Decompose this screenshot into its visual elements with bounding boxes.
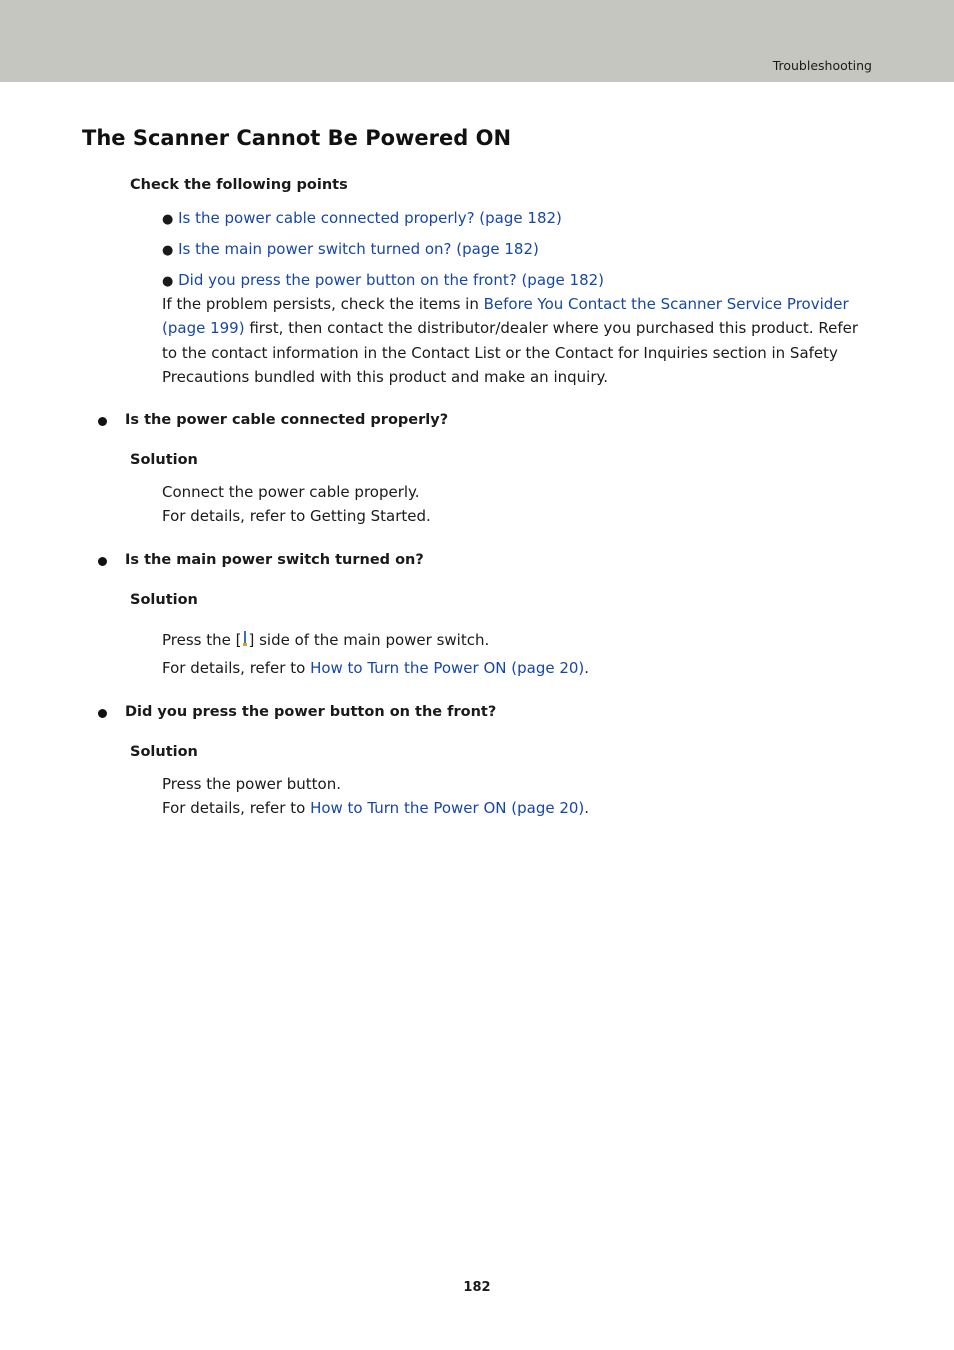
persist-paragraph: If the problem persists, check the items in Before You Contact the Scanner Service Provider (page 199) first, then contact the distributor/dealer where you purchased this product. Refer to the contact information in the Contact List or the Contact for Inquiries section in Safety Precautions bundled with this product and make an inquiry. <box>162 295 859 386</box>
solution-text: For details, refer to How to Turn the Power ON (page 20). <box>162 799 590 817</box>
link-turn-power-on[interactable]: How to Turn the Power ON (page 20) <box>310 659 585 677</box>
bullet-icon: ● <box>162 212 174 227</box>
solution-text: For details, refer to How to Turn the Power ON (page 20). <box>162 659 590 677</box>
check-link-power-button[interactable]: Did you press the power button on the front? (page 182) <box>178 271 605 289</box>
section-name: Troubleshooting <box>772 58 872 73</box>
bullet-icon <box>98 709 107 718</box>
bullet-icon: ● <box>162 274 174 289</box>
bullet-icon: ● <box>162 243 174 258</box>
solution-label: Solution <box>130 592 198 608</box>
question-power-cable: Is the power cable connected properly? <box>125 412 449 428</box>
check-item[interactable] <box>162 206 562 232</box>
check-link-power-cable[interactable]: Is the power cable connected properly? (page 182) <box>178 209 562 227</box>
solution-text: For details, refer to Getting Started. <box>162 507 431 525</box>
solution-text: Press the power button. <box>162 775 342 793</box>
page-number: 182 <box>463 1280 491 1295</box>
question-power-button: Did you press the power button on the front? <box>125 704 497 720</box>
question-main-switch: Is the main power switch turned on? <box>125 552 424 568</box>
check-item[interactable] <box>162 237 539 263</box>
solution-text: Press the [ ] side of the main power switch. <box>162 631 490 649</box>
page-title: The Scanner Cannot Be Powered ON <box>82 126 512 150</box>
bullet-icon <box>98 417 107 426</box>
check-link-main-switch[interactable]: Is the main power switch turned on? (page 182) <box>178 240 539 258</box>
link-before-contact[interactable]: Before You Contact the Scanner Service Provider (page 199) <box>162 295 849 338</box>
link-turn-power-on[interactable]: How to Turn the Power ON (page 20) <box>310 799 585 817</box>
power-switch-on-icon <box>241 631 248 647</box>
check-heading: Check the following points <box>130 177 348 193</box>
solution-text: Connect the power cable properly. <box>162 483 420 501</box>
check-item[interactable] <box>162 268 604 294</box>
solution-label: Solution <box>130 744 198 760</box>
solution-label: Solution <box>130 452 198 468</box>
bullet-icon <box>98 557 107 566</box>
page-header <box>0 0 954 82</box>
